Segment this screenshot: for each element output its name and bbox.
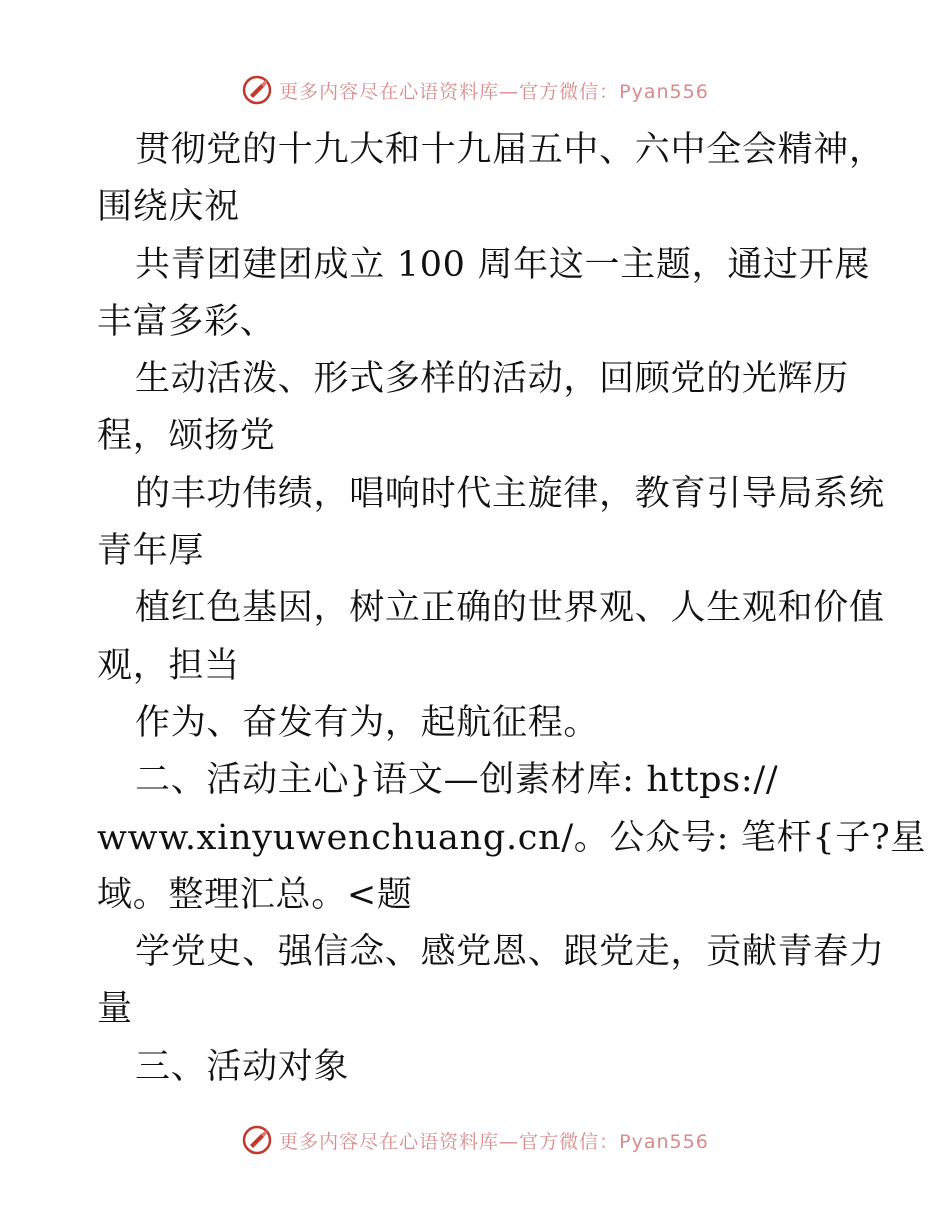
logo-icon xyxy=(241,1124,273,1156)
logo-icon xyxy=(241,74,273,106)
section-heading: 三、活动对象 xyxy=(135,1046,350,1087)
text-line: 学党史、强信念、感党恩、跟党走，贡献青春力 xyxy=(135,932,885,973)
header-watermark xyxy=(0,70,950,110)
text-line: 观，担当 xyxy=(97,645,240,686)
section-heading: 二、活动主心}语文—创素材库: https:// xyxy=(135,760,779,801)
text-line: 共青团建团成立 100 周年这一主题，通过开展 xyxy=(135,244,871,285)
text-line: 植红色基因，树立正确的世界观、人生观和价值 xyxy=(135,588,885,629)
text-line: www.xinyuwenchuang.cn/。公众号: 笔杆{子?星 xyxy=(97,817,927,858)
watermark-text: 更多内容尽在心语资料库—官方微信：Pyan556 xyxy=(279,1130,709,1153)
text-line: 围绕庆祝 xyxy=(97,187,240,228)
text-line: 作为、奋发有为，起航征程。 xyxy=(135,702,600,743)
document-body xyxy=(97,122,927,1096)
watermark-text: 更多内容尽在心语资料库—官方微信：Pyan556 xyxy=(279,80,709,103)
footer-watermark xyxy=(0,1120,950,1160)
text-line: 程，颂扬党 xyxy=(97,416,276,457)
text-line: 量 xyxy=(97,989,133,1030)
text-line: 生动活泼、形式多样的活动，回顾党的光辉历 xyxy=(135,359,850,400)
text-line: 青年厚 xyxy=(97,531,205,572)
text-line: 丰富多彩、 xyxy=(97,301,276,342)
text-line: 域。整理汇总。<题 xyxy=(97,874,413,915)
text-line: 的丰功伟绩，唱响时代主旋律，教育引导局系统 xyxy=(135,473,885,514)
text-line: 贯彻党的十九大和十九届五中、六中全会精神， xyxy=(135,130,885,170)
